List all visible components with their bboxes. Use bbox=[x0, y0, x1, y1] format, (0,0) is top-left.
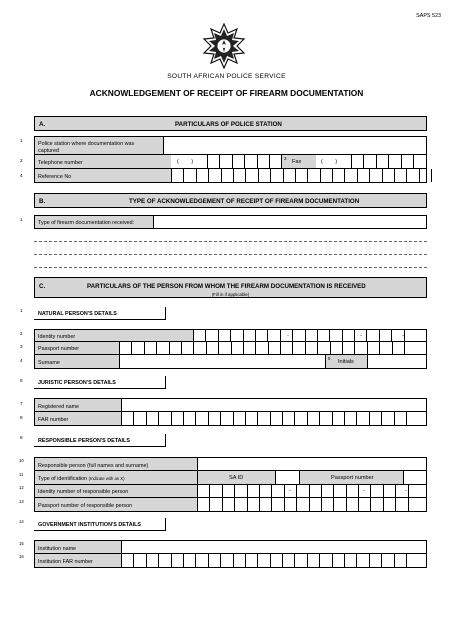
line-number: 4 bbox=[20, 358, 23, 363]
input-cell[interactable] bbox=[133, 412, 145, 425]
input-cell[interactable] bbox=[208, 412, 220, 425]
fax-area-code: ( ) bbox=[321, 159, 338, 165]
input-cell[interactable] bbox=[270, 412, 282, 425]
input-cell[interactable] bbox=[346, 485, 358, 497]
input-cell[interactable] bbox=[370, 485, 382, 497]
telephone-row[interactable] bbox=[34, 155, 427, 169]
responsible-id-label: Identity number of responsible person bbox=[38, 489, 129, 495]
input-cell[interactable] bbox=[158, 412, 170, 425]
line-number: 10 bbox=[19, 458, 24, 463]
input-cell[interactable] bbox=[283, 169, 295, 182]
input-cell[interactable] bbox=[363, 155, 375, 168]
input-cell[interactable] bbox=[305, 330, 317, 341]
input-cell[interactable] bbox=[376, 155, 388, 168]
input-cell[interactable] bbox=[307, 554, 319, 567]
input-cell[interactable] bbox=[357, 169, 369, 182]
initials-field[interactable] bbox=[367, 355, 426, 368]
input-cell[interactable] bbox=[244, 155, 256, 168]
input-cell[interactable] bbox=[307, 412, 319, 425]
page-title: ACKNOWLEDGEMENT OF RECEIPT OF FIREARM DOCUMENTATION bbox=[89, 88, 364, 98]
input-cell[interactable] bbox=[309, 485, 321, 497]
subheading-text: JURISTIC PERSON'S DETAILS bbox=[38, 380, 116, 386]
input-cell[interactable] bbox=[205, 330, 217, 341]
input-cell[interactable] bbox=[295, 169, 307, 182]
line-number: 13 bbox=[19, 499, 24, 504]
police-station-row[interactable] bbox=[34, 136, 427, 155]
line-number: 16 bbox=[19, 554, 24, 559]
section-a-header bbox=[34, 116, 427, 131]
initials-number: 5 bbox=[328, 356, 331, 361]
input-cell[interactable] bbox=[169, 342, 181, 354]
line-number: 12 bbox=[19, 485, 24, 490]
far-number-cells[interactable] bbox=[121, 412, 418, 425]
input-cell[interactable] bbox=[395, 498, 407, 511]
input-cell[interactable] bbox=[280, 342, 292, 354]
telephone-area-code: ( ) bbox=[177, 159, 194, 165]
input-cell[interactable] bbox=[271, 498, 283, 511]
input-cell[interactable] bbox=[219, 155, 231, 168]
input-cell[interactable] bbox=[233, 412, 245, 425]
identification-type-row[interactable] bbox=[34, 471, 427, 485]
input-cell[interactable] bbox=[319, 554, 331, 567]
input-cell[interactable] bbox=[270, 169, 282, 182]
input-cell[interactable] bbox=[243, 342, 255, 354]
passport-checkbox[interactable] bbox=[403, 471, 426, 484]
input-cell[interactable] bbox=[317, 342, 329, 354]
reference-row[interactable] bbox=[34, 169, 427, 183]
registered-name-label: Registered name bbox=[38, 404, 80, 410]
input-cell[interactable] bbox=[259, 498, 271, 511]
input-cell[interactable] bbox=[269, 155, 281, 168]
input-cell[interactable] bbox=[183, 412, 195, 425]
input-cell[interactable] bbox=[220, 554, 232, 567]
input-cell[interactable] bbox=[218, 342, 230, 354]
input-cell[interactable] bbox=[294, 554, 306, 567]
line-number: 1 bbox=[20, 308, 23, 313]
writing-line[interactable] bbox=[34, 267, 427, 268]
input-cell[interactable] bbox=[259, 485, 271, 497]
input-cell[interactable] bbox=[282, 554, 294, 567]
reference-label: Reference No bbox=[38, 174, 72, 180]
input-cell[interactable] bbox=[156, 342, 168, 354]
input-cell[interactable] bbox=[419, 169, 431, 182]
id-separator: - bbox=[287, 333, 289, 339]
input-cell[interactable] bbox=[144, 342, 156, 354]
institution-name-row[interactable] bbox=[34, 540, 427, 554]
registered-name-field[interactable] bbox=[121, 399, 426, 411]
input-cell[interactable] bbox=[257, 155, 269, 168]
input-cell[interactable] bbox=[381, 554, 393, 567]
saps-star-emblem-logo bbox=[199, 23, 249, 69]
passport-option-label: Passport number bbox=[331, 475, 374, 481]
input-cell[interactable] bbox=[197, 485, 209, 497]
input-cell[interactable] bbox=[233, 169, 245, 182]
responsible-passport-label: Passport number of responsible person bbox=[38, 503, 133, 509]
input-cell[interactable] bbox=[233, 554, 245, 567]
input-cell[interactable] bbox=[208, 169, 220, 182]
input-cell[interactable] bbox=[431, 169, 443, 182]
input-cell[interactable] bbox=[333, 498, 345, 511]
police-station-label: Police station where documentation was captured bbox=[38, 141, 135, 154]
input-cell[interactable] bbox=[284, 498, 296, 511]
input-cell[interactable] bbox=[332, 554, 344, 567]
id-separator: - bbox=[363, 488, 365, 494]
input-cell[interactable] bbox=[247, 498, 259, 511]
line-number: 11 bbox=[19, 472, 24, 477]
input-cell[interactable] bbox=[321, 485, 333, 497]
input-cell[interactable] bbox=[267, 330, 279, 341]
far-number-label: FAR number bbox=[38, 417, 69, 423]
identification-type-text: Type of identification bbox=[38, 476, 88, 482]
input-cell[interactable] bbox=[220, 412, 232, 425]
input-cell[interactable] bbox=[307, 169, 319, 182]
input-cell[interactable] bbox=[268, 342, 280, 354]
responsible-name-row[interactable] bbox=[34, 457, 427, 471]
institution-name-label: Institution name bbox=[38, 546, 77, 552]
input-cell[interactable] bbox=[408, 485, 420, 497]
sa-id-label: SA ID bbox=[229, 475, 244, 481]
input-cell[interactable] bbox=[183, 554, 195, 567]
input-cell[interactable] bbox=[209, 485, 221, 497]
input-cell[interactable] bbox=[344, 554, 356, 567]
input-cell[interactable] bbox=[193, 342, 205, 354]
far-number-row[interactable] bbox=[34, 412, 427, 426]
section-note: (Fill in if applicable) bbox=[211, 292, 250, 297]
id-separator: - bbox=[289, 488, 291, 494]
institution-far-row[interactable] bbox=[34, 554, 427, 568]
sa-id-checkbox[interactable] bbox=[275, 471, 300, 484]
line-number: 3 bbox=[20, 344, 23, 349]
input-cell[interactable] bbox=[171, 412, 183, 425]
line-number: 2 bbox=[20, 331, 23, 336]
input-cell[interactable] bbox=[320, 169, 332, 182]
input-cell[interactable] bbox=[369, 554, 381, 567]
input-cell[interactable] bbox=[406, 412, 418, 425]
input-cell[interactable] bbox=[330, 342, 342, 354]
input-cell[interactable] bbox=[121, 412, 133, 425]
input-cell[interactable] bbox=[271, 485, 283, 497]
surname-field[interactable] bbox=[119, 355, 326, 368]
institution-name-field[interactable] bbox=[121, 541, 426, 553]
telephone-label: Telephone number bbox=[38, 160, 83, 166]
input-cell[interactable] bbox=[183, 169, 195, 182]
input-cell[interactable] bbox=[282, 412, 294, 425]
government-institution-subheading bbox=[34, 518, 166, 531]
input-cell[interactable] bbox=[392, 342, 404, 354]
passport-number-cells[interactable] bbox=[119, 342, 416, 354]
form-code: SAPS 523 bbox=[416, 13, 441, 19]
writing-line[interactable] bbox=[34, 241, 427, 242]
input-cell[interactable] bbox=[206, 342, 218, 354]
input-cell[interactable] bbox=[394, 169, 406, 182]
registered-name-row[interactable] bbox=[34, 398, 427, 412]
input-cell[interactable] bbox=[317, 330, 329, 341]
subheading-text: RESPONSIBLE PERSON'S DETAILS bbox=[38, 438, 130, 444]
input-cell[interactable] bbox=[319, 412, 331, 425]
passport-number-label: Passport number bbox=[38, 346, 80, 352]
input-cell[interactable] bbox=[344, 169, 356, 182]
input-cell[interactable] bbox=[342, 342, 354, 354]
input-cell[interactable] bbox=[369, 412, 381, 425]
line-number: 1 bbox=[20, 217, 23, 222]
input-cell[interactable] bbox=[195, 412, 207, 425]
input-cell[interactable] bbox=[207, 155, 219, 168]
input-cell[interactable] bbox=[309, 498, 321, 511]
input-cell[interactable] bbox=[158, 554, 170, 567]
input-cell[interactable] bbox=[367, 342, 379, 354]
input-cell[interactable] bbox=[292, 342, 304, 354]
line-number: 9 bbox=[20, 435, 23, 440]
input-cell[interactable] bbox=[245, 169, 257, 182]
input-cell[interactable] bbox=[381, 412, 393, 425]
input-cell[interactable] bbox=[379, 330, 391, 341]
input-cell[interactable] bbox=[332, 412, 344, 425]
id-separator: - bbox=[402, 333, 404, 339]
section-letter: B. bbox=[39, 198, 46, 205]
input-cell[interactable] bbox=[245, 554, 257, 567]
input-cell[interactable] bbox=[218, 330, 230, 341]
input-cell[interactable] bbox=[255, 342, 267, 354]
line-number: 1 bbox=[20, 138, 23, 143]
line-number: 15 bbox=[19, 541, 24, 546]
identification-type-label bbox=[38, 476, 125, 482]
documentation-type-row[interactable] bbox=[34, 215, 427, 229]
input-cell[interactable] bbox=[401, 155, 413, 168]
input-cell[interactable] bbox=[294, 412, 306, 425]
input-cell[interactable] bbox=[332, 169, 344, 182]
input-cell[interactable] bbox=[342, 330, 354, 341]
input-cell[interactable] bbox=[193, 330, 205, 341]
organisation-name: SOUTH AFRICAN POLICE SERVICE bbox=[167, 73, 286, 80]
line-number: 2 bbox=[20, 158, 23, 163]
input-cell[interactable] bbox=[257, 554, 269, 567]
line-number: 6 bbox=[20, 378, 23, 383]
natural-person-subheading bbox=[34, 307, 166, 320]
police-station-field[interactable] bbox=[163, 137, 426, 154]
input-cell[interactable] bbox=[131, 342, 143, 354]
identity-number-cells[interactable] bbox=[193, 330, 416, 341]
input-cell[interactable] bbox=[196, 169, 208, 182]
input-cell[interactable] bbox=[358, 498, 370, 511]
input-cell[interactable] bbox=[379, 342, 391, 354]
input-cell[interactable] bbox=[292, 330, 304, 341]
section-heading: PARTICULARS OF POLICE STATION bbox=[175, 121, 282, 128]
input-cell[interactable] bbox=[333, 485, 345, 497]
input-cell[interactable] bbox=[370, 498, 382, 511]
juristic-person-subheading bbox=[34, 376, 166, 389]
input-cell[interactable] bbox=[305, 342, 317, 354]
section-letter: A. bbox=[39, 121, 46, 128]
input-cell[interactable] bbox=[346, 498, 358, 511]
input-cell[interactable] bbox=[321, 498, 333, 511]
reference-cells[interactable] bbox=[171, 169, 444, 182]
section-letter: C. bbox=[39, 283, 46, 290]
input-cell[interactable] bbox=[383, 498, 395, 511]
input-cell[interactable] bbox=[232, 155, 244, 168]
input-cell[interactable] bbox=[221, 169, 233, 182]
documentation-type-label: Type of firearm documentation received: bbox=[38, 220, 135, 226]
input-cell[interactable] bbox=[404, 342, 416, 354]
section-b-header bbox=[34, 193, 427, 208]
surname-row[interactable] bbox=[34, 355, 427, 369]
id-separator: - bbox=[405, 488, 407, 494]
identity-number-row[interactable] bbox=[34, 329, 427, 342]
input-cell[interactable] bbox=[245, 412, 257, 425]
input-cell[interactable] bbox=[146, 554, 158, 567]
input-cell[interactable] bbox=[280, 330, 292, 341]
id-separator: - bbox=[360, 333, 362, 339]
section-c-header bbox=[34, 277, 427, 298]
fax-number: 3 bbox=[284, 156, 287, 161]
line-number: 8 bbox=[20, 415, 23, 420]
input-cell[interactable] bbox=[388, 155, 400, 168]
input-cell[interactable] bbox=[354, 342, 366, 354]
input-cell[interactable] bbox=[296, 498, 308, 511]
input-cell[interactable] bbox=[406, 554, 418, 567]
responsible-person-subheading bbox=[34, 434, 166, 447]
fax-label: Fax bbox=[292, 159, 302, 165]
responsible-name-field[interactable] bbox=[197, 458, 426, 470]
input-cell[interactable] bbox=[121, 554, 133, 567]
subheading-text: GOVERNMENT INSTITUTION'S DETAILS bbox=[38, 522, 142, 528]
responsible-passport-row[interactable] bbox=[34, 498, 427, 512]
fax-digit-cells[interactable] bbox=[351, 155, 425, 168]
input-cell[interactable] bbox=[243, 330, 255, 341]
input-cell[interactable] bbox=[356, 554, 368, 567]
input-cell[interactable] bbox=[329, 330, 341, 341]
input-cell[interactable] bbox=[171, 169, 183, 182]
input-cell[interactable] bbox=[234, 485, 246, 497]
input-cell[interactable] bbox=[408, 498, 420, 511]
writing-line[interactable] bbox=[34, 254, 427, 255]
input-cell[interactable] bbox=[404, 330, 416, 341]
identification-type-note: (Indicate with an X) bbox=[88, 476, 125, 481]
line-number: 4 bbox=[20, 173, 23, 178]
input-cell[interactable] bbox=[413, 155, 425, 168]
input-cell[interactable] bbox=[270, 554, 282, 567]
identity-number-label: Identity number bbox=[38, 334, 76, 340]
subheading-text: NATURAL PERSON'S DETAILS bbox=[38, 311, 117, 317]
input-cell[interactable] bbox=[356, 412, 368, 425]
input-cell[interactable] bbox=[382, 169, 394, 182]
initials-label: Initials bbox=[338, 359, 354, 365]
input-cell[interactable] bbox=[369, 169, 381, 182]
passport-number-row[interactable] bbox=[34, 342, 427, 355]
input-cell[interactable] bbox=[197, 498, 209, 511]
input-cell[interactable] bbox=[257, 412, 269, 425]
input-cell[interactable] bbox=[171, 554, 183, 567]
input-cell[interactable] bbox=[231, 342, 243, 354]
responsible-name-label: Responsible person (full names and surname) bbox=[38, 463, 149, 469]
input-cell[interactable] bbox=[366, 330, 378, 341]
input-cell[interactable] bbox=[230, 330, 242, 341]
input-cell[interactable] bbox=[195, 554, 207, 567]
responsible-id-cells[interactable] bbox=[197, 485, 420, 497]
line-number: 14 bbox=[19, 519, 24, 524]
input-cell[interactable] bbox=[234, 498, 246, 511]
input-cell[interactable] bbox=[181, 342, 193, 354]
input-cell[interactable] bbox=[296, 485, 308, 497]
input-cell[interactable] bbox=[344, 412, 356, 425]
input-cell[interactable] bbox=[222, 485, 234, 497]
line-number: 7 bbox=[20, 401, 23, 406]
input-cell[interactable] bbox=[383, 485, 395, 497]
section-heading: PARTICULARS OF THE PERSON FROM WHOM THE FIREARM DOCUMENTATION IS RECEIVED bbox=[87, 283, 366, 290]
input-cell[interactable] bbox=[119, 342, 131, 354]
input-cell[interactable] bbox=[222, 498, 234, 511]
input-cell[interactable] bbox=[394, 412, 406, 425]
input-cell[interactable] bbox=[133, 554, 145, 567]
input-cell[interactable] bbox=[247, 485, 259, 497]
responsible-id-row[interactable] bbox=[34, 485, 427, 498]
surname-label: Surname bbox=[38, 360, 60, 366]
input-cell[interactable] bbox=[394, 554, 406, 567]
documentation-type-field[interactable] bbox=[153, 216, 426, 228]
input-cell[interactable] bbox=[351, 155, 363, 168]
input-cell[interactable] bbox=[255, 330, 267, 341]
input-cell[interactable] bbox=[208, 554, 220, 567]
input-cell[interactable] bbox=[258, 169, 270, 182]
input-cell[interactable] bbox=[209, 498, 221, 511]
institution-far-cells[interactable] bbox=[121, 554, 418, 567]
input-cell[interactable] bbox=[406, 169, 418, 182]
section-heading: TYPE OF ACKNOWLEDGEMENT OF RECEIPT OF FIREARM DOCUMENTATION bbox=[129, 198, 360, 205]
input-cell[interactable] bbox=[146, 412, 158, 425]
institution-far-label: Institution FAR number bbox=[38, 559, 93, 565]
responsible-passport-cells[interactable] bbox=[197, 498, 420, 511]
